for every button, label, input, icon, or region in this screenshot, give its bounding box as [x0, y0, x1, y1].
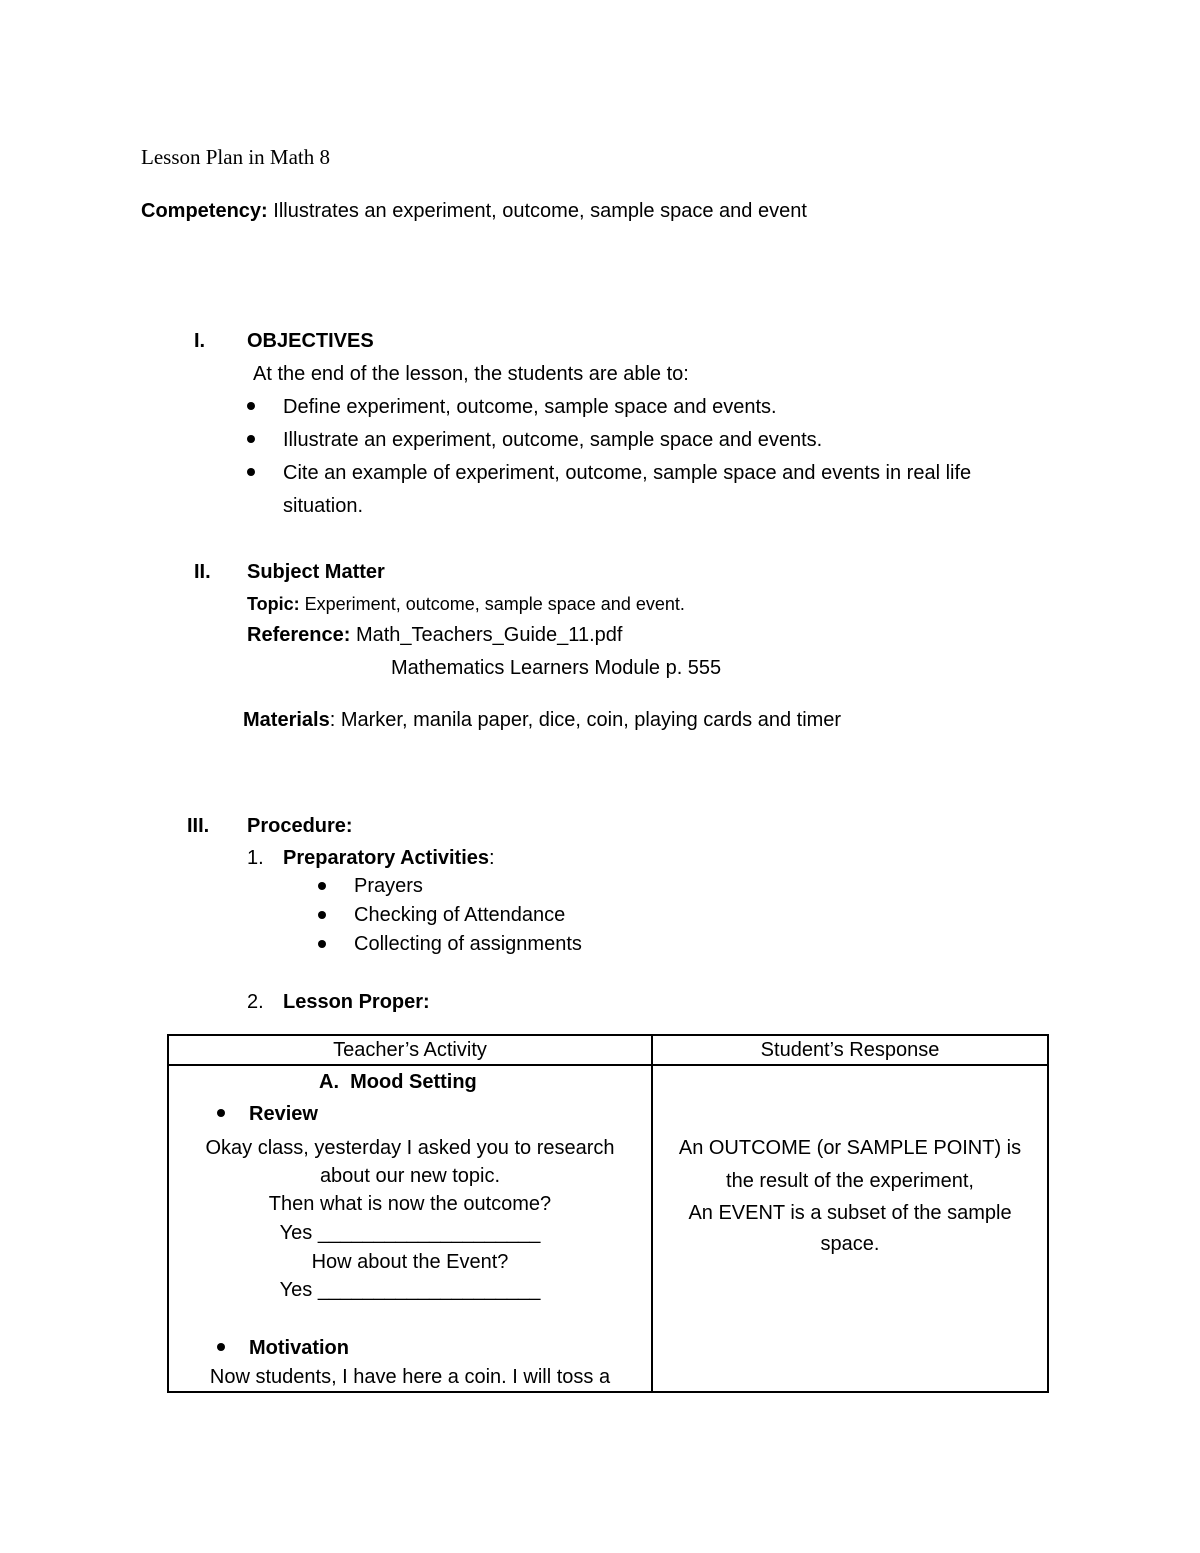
preparatory-item: Checking of Attendance: [354, 904, 566, 926]
review-line: Okay class, yesterday I asked you to research: [205, 1137, 615, 1159]
objective-item: Illustrate an experiment, outcome, sample space and events.: [283, 429, 823, 451]
objective-item: Cite an example of experiment, outcome, sample space and events in real life: [283, 462, 972, 484]
teacher-activity-cell: [168, 1065, 652, 1392]
competency-label: Competency:: [141, 200, 268, 222]
lesson-proper-table: [167, 1034, 1049, 1393]
step-1-colon: :: [489, 847, 495, 869]
teacher-activity-header: Teacher’s Activity: [168, 1035, 652, 1065]
response-line: space.: [820, 1233, 880, 1255]
bullet-icon: [318, 940, 326, 948]
step-1-number: 1.: [247, 847, 264, 869]
mood-setting-heading: [319, 1068, 477, 1096]
objective-item-continuation: situation.: [283, 495, 364, 517]
section-3-numeral: III.: [187, 815, 210, 837]
review-answer-blank: Yes ____________________: [279, 1279, 541, 1301]
preparatory-item: Prayers: [354, 875, 423, 897]
document-title: Lesson Plan in Math 8: [141, 145, 330, 169]
review-line: Then what is now the outcome?: [268, 1193, 552, 1215]
review-label: Review: [249, 1103, 318, 1125]
preparatory-item: Collecting of assignments: [354, 933, 582, 955]
competency: [141, 197, 807, 225]
materials-line: [243, 706, 841, 734]
motivation-line: Now students, I have here a coin. I will toss a: [209, 1366, 611, 1388]
step-1-title: [283, 844, 495, 872]
reference-line: [247, 621, 622, 649]
review-answer-blank: Yes ____________________: [279, 1222, 541, 1244]
student-response-cell: [652, 1065, 1048, 1392]
bullet-icon: [247, 468, 255, 476]
topic-line: [247, 592, 685, 616]
response-line: An EVENT is a subset of the sample: [688, 1202, 1012, 1224]
step-1-label: Preparatory Activities: [283, 847, 490, 869]
section-2-heading: Subject Matter: [247, 561, 385, 583]
objective-item: Define experiment, outcome, sample space and events.: [283, 396, 777, 418]
motivation-label: Motivation: [249, 1337, 349, 1359]
bullet-icon: [247, 435, 255, 443]
bullet-icon: [318, 882, 326, 890]
response-line: An OUTCOME (or SAMPLE POINT) is: [678, 1137, 1022, 1159]
section-1-heading: OBJECTIVES: [247, 330, 374, 352]
reference-label: Reference:: [247, 624, 351, 646]
table-row: [168, 1065, 1048, 1392]
review-line: How about the Event?: [311, 1251, 509, 1273]
step-2-number: 2.: [247, 991, 264, 1013]
response-line: the result of the experiment,: [726, 1170, 974, 1192]
competency-text: Illustrates an experiment, outcome, sample space and event: [267, 200, 807, 222]
reference-text: Math_Teachers_Guide_11.pdf: [350, 624, 623, 646]
objectives-intro: At the end of the lesson, the students are able to:: [253, 363, 689, 385]
student-response-header: Student’s Response: [652, 1035, 1048, 1065]
topic-label: Topic:: [247, 594, 300, 614]
materials-label: Materials: [243, 709, 330, 731]
bullet-icon: [217, 1343, 225, 1351]
part-title: Mood Setting: [350, 1071, 477, 1093]
materials-text: : Marker, manila paper, dice, coin, playing cards and timer: [329, 709, 842, 731]
table-header-row: [168, 1035, 1048, 1065]
bullet-icon: [318, 911, 326, 919]
bullet-icon: [247, 402, 255, 410]
review-line: about our new topic.: [319, 1165, 501, 1187]
section-1-numeral: I.: [194, 330, 206, 352]
topic-text: Experiment, outcome, sample space and event.: [299, 594, 685, 614]
reference-line-2: Mathematics Learners Module p. 555: [391, 657, 722, 679]
bullet-icon: [217, 1109, 225, 1117]
part-letter: A.: [319, 1071, 339, 1093]
section-2-numeral: II.: [194, 561, 211, 583]
step-2-title: Lesson Proper:: [283, 991, 430, 1013]
section-3-heading: Procedure:: [247, 815, 353, 837]
